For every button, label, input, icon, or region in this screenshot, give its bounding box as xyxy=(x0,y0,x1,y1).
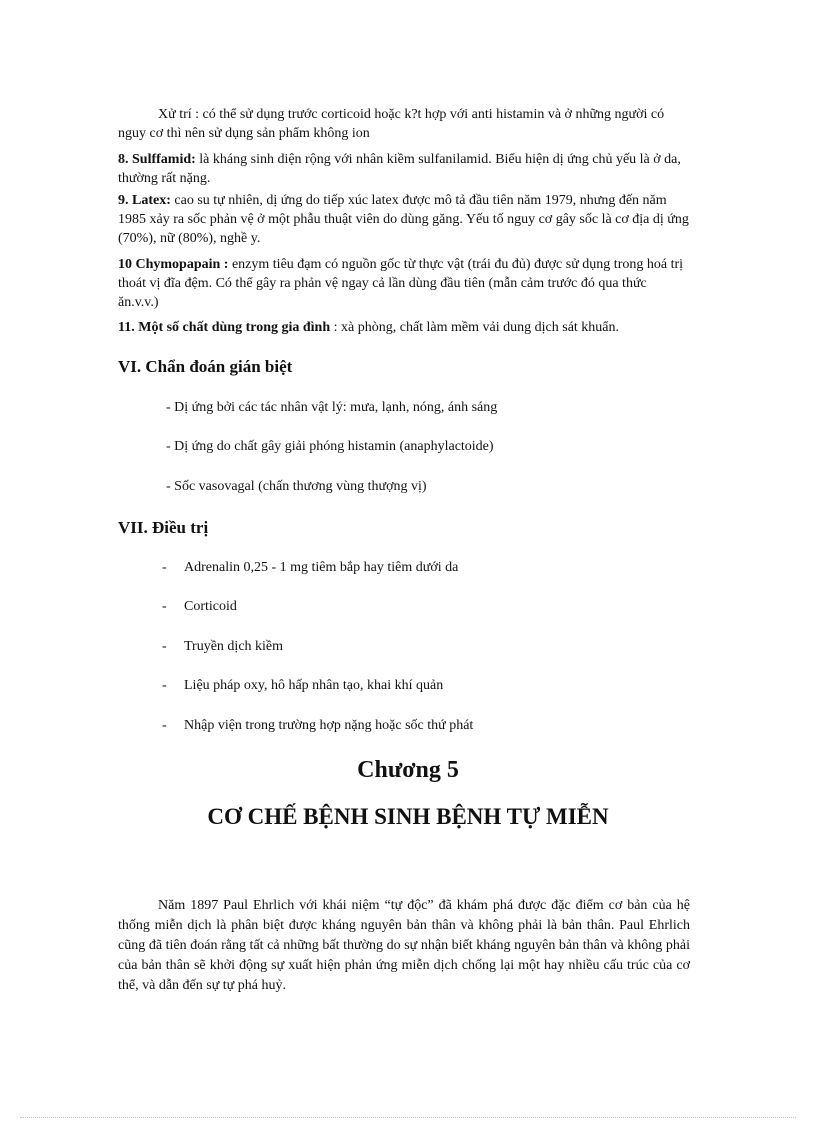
dash-bullet: - xyxy=(162,639,167,654)
page-bottom-border xyxy=(20,1117,796,1118)
chymopapain-text: enzym tiêu đạm có nguồn gốc từ thực vật (trái đu đủ) được sử dụng trong hoá trị thoát vị đĩa đệm. Có thể gây ra phản vệ ngay cả lần dùng đầu tiên (mẫn cảm trước đó qua thức ăn.v.v.) xyxy=(118,257,684,310)
chymopapain-paragraph xyxy=(118,255,690,312)
treatment-item: - Liệu pháp oxy, hô hấp nhân tạo, khai khí quản xyxy=(162,678,444,693)
treatment-item: - Nhập viện trong trường hợp nặng hoặc sốc thứ phát xyxy=(162,718,474,733)
household-paragraph xyxy=(118,318,690,337)
latex-lead: 9. Latex: xyxy=(118,193,171,208)
sulffamid-paragraph xyxy=(118,150,690,188)
chapter-number: Chương 5 xyxy=(357,757,459,783)
diagnosis-item: - Sốc vasovagal (chấn thương vùng thượng vị) xyxy=(166,479,427,494)
household-text: : xà phòng, chất làm mềm vải dung dịch sát khuẩn. xyxy=(330,320,620,335)
latex-paragraph xyxy=(118,191,690,248)
sulffamid-lead: 8. Sulffamid: xyxy=(118,152,196,167)
intro-paragraph: Năm 1897 Paul Ehrlich với khái niệm “tự độc” đã khám phá được đặc điểm cơ bản của hệ thống miễn dịch là phân biệt được kháng nguyên bản thân và không phải là bản thân. Paul Ehrlich cũng đã tiên đoán rằng tất cả những bất thường do sự nhận biết kháng nguyên bản thân và không phải của bản thân sẽ khởi động sự xuất hiện phản ứng miễn dịch chống lại một hay nhiều cấu trúc của cơ thể, và dẫn đến sự tự phá huỷ. xyxy=(118,898,690,993)
diagnosis-item: - Dị ứng bởi các tác nhân vật lý: mưa, lạnh, nóng, ánh sáng xyxy=(166,400,498,415)
dash-bullet: - xyxy=(162,678,167,693)
dash-bullet: - xyxy=(162,599,167,614)
section-6-heading: VI. Chẩn đoán gián biệt xyxy=(118,357,293,376)
latex-text: cao su tự nhiên, dị ứng do tiếp xúc latex được mô tả đầu tiên năm 1979, nhưng đến năm 1985 xảy ra sốc phản vệ ở một phẫu thuật viên do dùng găng. Yếu tố nguy cơ gây sốc là cơ địa dị ứng (70%), nữ (80%), nghề y. xyxy=(118,193,689,246)
dash-bullet: - xyxy=(162,718,167,733)
dash-bullet: - xyxy=(162,560,167,575)
diagnosis-item: - Dị ứng do chất gây giải phóng histamin (anaphylactoide) xyxy=(166,439,494,454)
treatment-item: - Adrenalin 0,25 - 1 mg tiêm bắp hay tiêm dưới da xyxy=(162,560,459,575)
household-lead: 11. Một số chất dùng trong gia đình xyxy=(118,320,331,335)
treatment-item: - Corticoid xyxy=(162,599,237,614)
treatment-paragraph: Xử trí : có thể sử dụng trước corticoid hoặc k?t hợp với anti histamin và ở những người có nguy cơ thì nên sử dụng sản phẩm không ion xyxy=(118,107,665,141)
chapter-title: CƠ CHẾ BỆNH SINH BỆNH TỰ MIỄN xyxy=(207,804,609,829)
section-7-heading: VII. Điều trị xyxy=(118,518,209,537)
chymopapain-lead: 10 Chymopapain : xyxy=(118,257,229,272)
treatment-item: - Truyền dịch kiềm xyxy=(162,639,284,654)
sulffamid-text: là kháng sinh diện rộng với nhân kiềm sulfanilamid. Biểu hiện dị ứng chủ yếu là ở da, thường rất nặng. xyxy=(118,152,681,186)
